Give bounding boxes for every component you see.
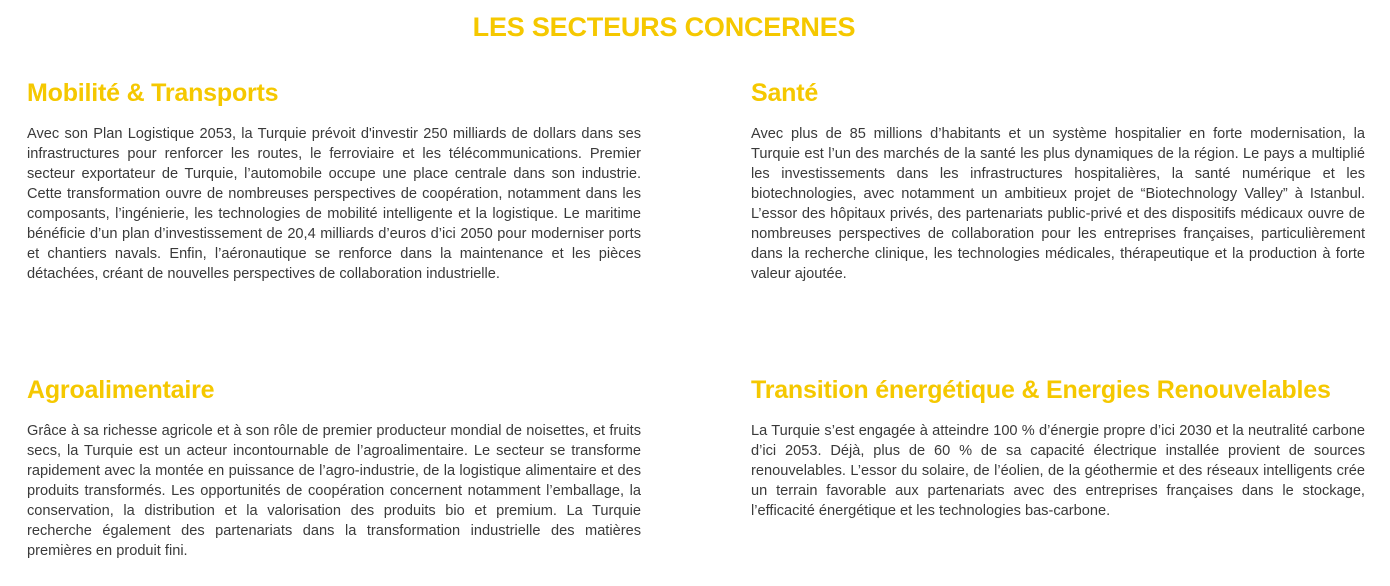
sector-description: Grâce à sa richesse agricole et à son rôle de premier producteur mondial de noisettes, et fruits secs, la Turquie est un acteur incontournable de l’agroalimentaire. Le secteur se transforme rapidement avec la montée en puissance de l’agro-industrie, de la logistique alimentaire et des produits transformés. Les opportunités de coopération concernent notamment l’emballage, la conservation, la distribution et la valorisation des produits bio et premium. La Turquie recherche également des partenariats dans la transformation industrielle des matières premières en produit fini. <box>27 423 641 559</box>
sector-description: La Turquie s’est engagée à atteindre 100 % d’énergie propre d’ici 2030 et la neutralité carbone d’ici 2053. Déjà, plus de 60 % de sa capacité électrique installée provient de sources renouvelables. L’essor du solaire, de l’éolien, de la géothermie et des réseaux intelligents crée un terrain favorable aux partenariats avec des entreprises françaises dans le stockage, l’efficacité énergétique et les technologies bas-carbone. <box>751 423 1365 519</box>
sector-description: Avec son Plan Logistique 2053, la Turquie prévoit d'investir 250 milliards de dollars dans ses infrastructures pour renforcer les routes, le ferroviaire et les télécommunications. Premier secteur exportateur de Turquie, l’automobile occupe une place centrale dans son industrie. Cette transformation ouvre de nombreuses perspectives de coopération, notamment dans les composants, l’ingénierie, les technologies de mobilité intelligente et la logistique. Le maritime bénéficie d’un plan d’investissement de 20,4 milliards d’euros d’ici 2050 pour moderniser ports et chantiers navals. Enfin, l’aéronautique se renforce dans la maintenance et les pièces détachées, créant de nouvelles perspectives de collaboration industrielle. <box>27 126 641 282</box>
sector-sante <box>751 77 1365 284</box>
sector-title: Santé <box>751 79 819 107</box>
sector-title: Transition énergétique & Energies Renouvelables <box>751 376 1331 404</box>
sector-agroalimentaire <box>27 374 641 561</box>
sector-title: Mobilité & Transports <box>27 79 279 107</box>
sector-description: Avec plus de 85 millions d’habitants et un système hospitalier en forte modernisation, la Turquie est l’un des marchés de la santé les plus dynamiques de la région. Le pays a multiplié les investissements dans les infrastructures hospitalières, la santé numérique et les biotechnologies, avec notamment un ambitieux projet de “Biotechnology Valley” à Istanbul. L’essor des hôpitaux privés, des partenariats public-privé et des dispositifs médicaux ouvre de nombreuses perspectives de collaboration pour les entreprises françaises, particulièrement dans la recherche clinique, les technologies médicales, thérapeutique et la production à forte valeur ajoutée. <box>751 126 1365 282</box>
page-title: LES SECTEURS CONCERNES <box>472 12 856 42</box>
sector-mobilite-transports <box>27 77 641 284</box>
sector-transition-energetique <box>751 374 1365 521</box>
sector-title: Agroalimentaire <box>27 376 215 404</box>
